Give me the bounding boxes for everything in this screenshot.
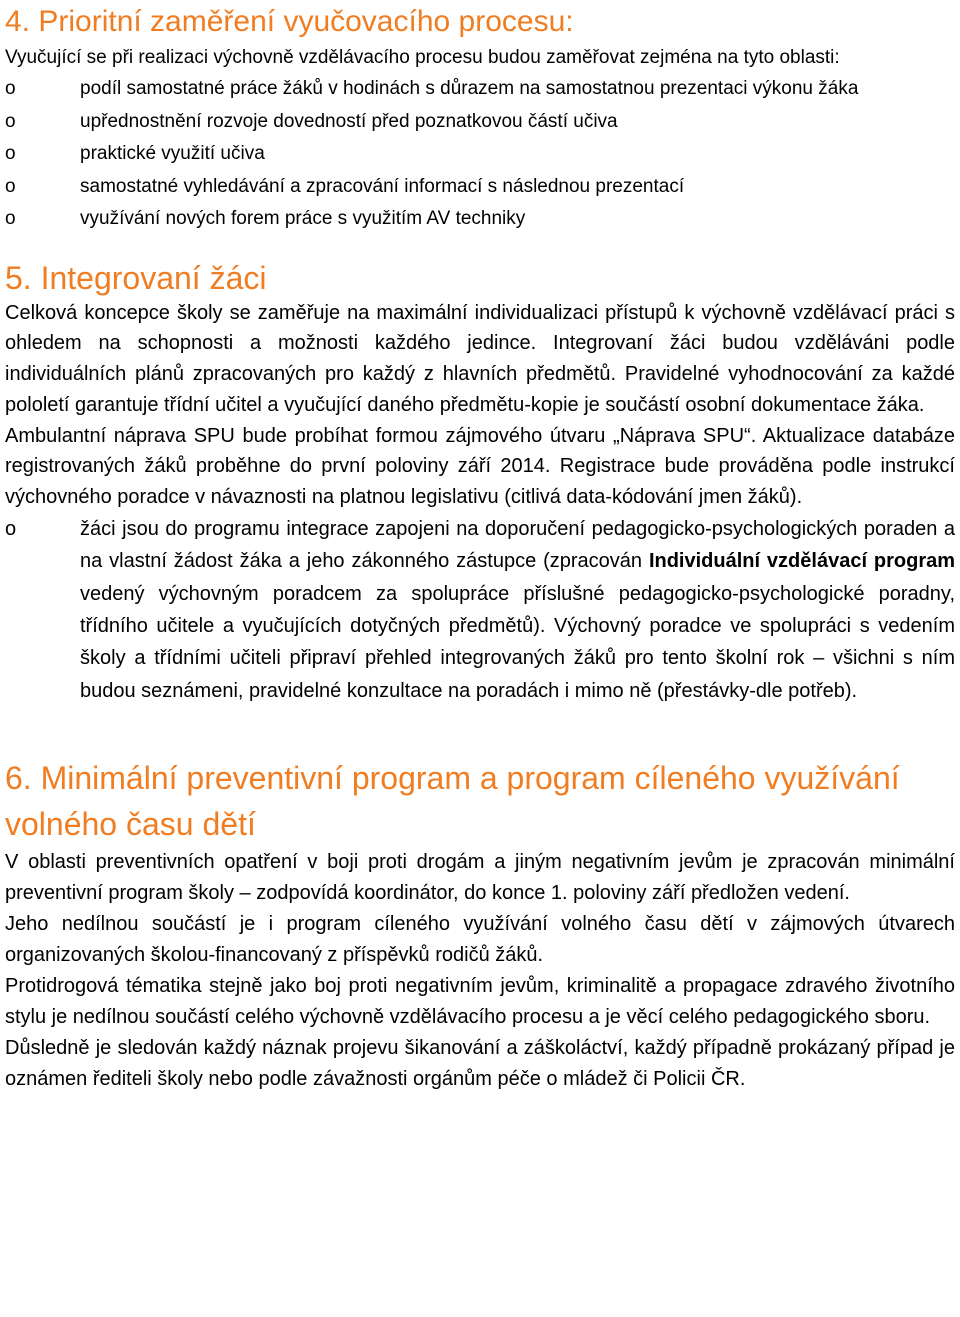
document-page (0, 2, 960, 1095)
list-item-text-bold: Individuální vzdělávací program (648, 550, 956, 573)
section-6-paragraph: Důsledně je sledován každý náznak projevu šikanování a záškoláctví, každý případně prokázaný případ je oznámen řediteli školy nebo podle závažnosti orgánům péče o mládež či Policii ČR. (5, 1036, 955, 1090)
list-item-text: upřednostnění rozvoje dovedností před poznatkovou částí učiva (80, 110, 618, 132)
list-item (5, 171, 955, 204)
section-5-paragraph: Ambulantní náprava SPU bude probíhat formou zájmového útvaru „Náprava SPU“. Aktualizace databáze registrovaných žáků proběhne do první poloviny září 2014. Registrace bude prováděna podle instrukcí výchovného poradce v návaznosti na platnou legislativu (citlivá data-kódování jmen žáků). (5, 424, 955, 509)
list-item-text: podíl samostatné práce žáků v hodinách s důrazem na samostatnou prezentaci výkonu žáka (80, 78, 859, 99)
section-6-paragraph: Jeho nedílnou součástí je i program cíleného využívání volného času dětí v zájmových útvarech organizovaných školou-financovaný z příspěvků rodičů žáků. (5, 912, 955, 966)
list-item-text: využívání nových forem práce s využitím AV techniky (80, 208, 526, 229)
section-5 (5, 258, 955, 707)
list-item (5, 138, 955, 171)
bullet-marker: o (5, 78, 16, 99)
list-item (5, 513, 955, 707)
bullet-marker: o (5, 175, 16, 197)
section-6-paragraph: V oblasti preventivních opatření v boji proti drogám a jiným negativním jevům je zpracován minimální preventivní program školy – zodpovídá koordinátor, do konce 1. poloviny září předložen vedení. (5, 850, 955, 904)
section-4-intro: Vyučující se při realizaci výchovně vzdělávacího procesu budou zaměřovat zejména na tyto oblasti: (5, 47, 840, 68)
bullet-marker: o (5, 518, 17, 541)
section-6-heading: 6. Minimální preventivní program a program cíleného využívání volného času dětí (5, 759, 900, 842)
list-item (5, 73, 955, 106)
list-item-text-end: vedený výchovným poradcem za spolupráce příslušné pedagogicko-psychologické poradny, třídního učitele a vyučujících dotyčných předmětů). Výchovný poradce ve spolupráci s vedením školy a třídními učiteli připraví přehled integrovaných žáků pro tento školní rok – všichni s ním budou seznámeni, pravidelné konzultace na poradách i mimo ně (přestávky-dle potřeb). (80, 582, 955, 702)
bullet-marker: o (5, 208, 16, 229)
list-item-text-start: žáci jsou do programu integrace zapojeni na doporučení pedagogicko-psychologických poraden a na vlastní žádost žáka a jeho zákonného zástupce (zpracován (80, 518, 955, 573)
section-4-list (5, 73, 955, 236)
section-4-heading: 4. Prioritní zaměření vyučovacího procesu: (5, 5, 574, 38)
list-item-text: praktické využití učiva (80, 143, 265, 164)
section-6-paragraph: Protidrogová tématika stejně jako boj proti negativním jevům, kriminalitě a propagace zdravého životního stylu je nedílnou součástí celého výchovně vzdělávacího procesu a je věcí celého pedagogického sboru. (5, 974, 955, 1028)
list-item-text: samostatné vyhledávání a zpracování informací s následnou prezentací (80, 175, 685, 197)
list-item (5, 106, 955, 139)
section-6 (5, 755, 955, 1095)
section-5-heading: 5. Integrovaní žáci (5, 259, 267, 296)
bullet-marker: o (5, 143, 16, 164)
bullet-marker: o (5, 110, 16, 132)
section-4 (5, 2, 955, 236)
list-item (5, 203, 955, 236)
section-5-list (5, 513, 955, 707)
section-5-paragraph: Celková koncepce školy se zaměřuje na maximální individualizaci přístupů k výchovně vzdělávací práci s ohledem na schopnosti a možnosti každého jedince. Integrovaní žáci budou vzděláváni podle individuálních plánů zpracovaných pro každý z hlavních předmětů. Pravidelné vyhodnocování za každé pololetí garantuje třídní učitel a vyučující daného předmětu-kopie je součástí osobní dokumentace žáka. (5, 301, 955, 416)
